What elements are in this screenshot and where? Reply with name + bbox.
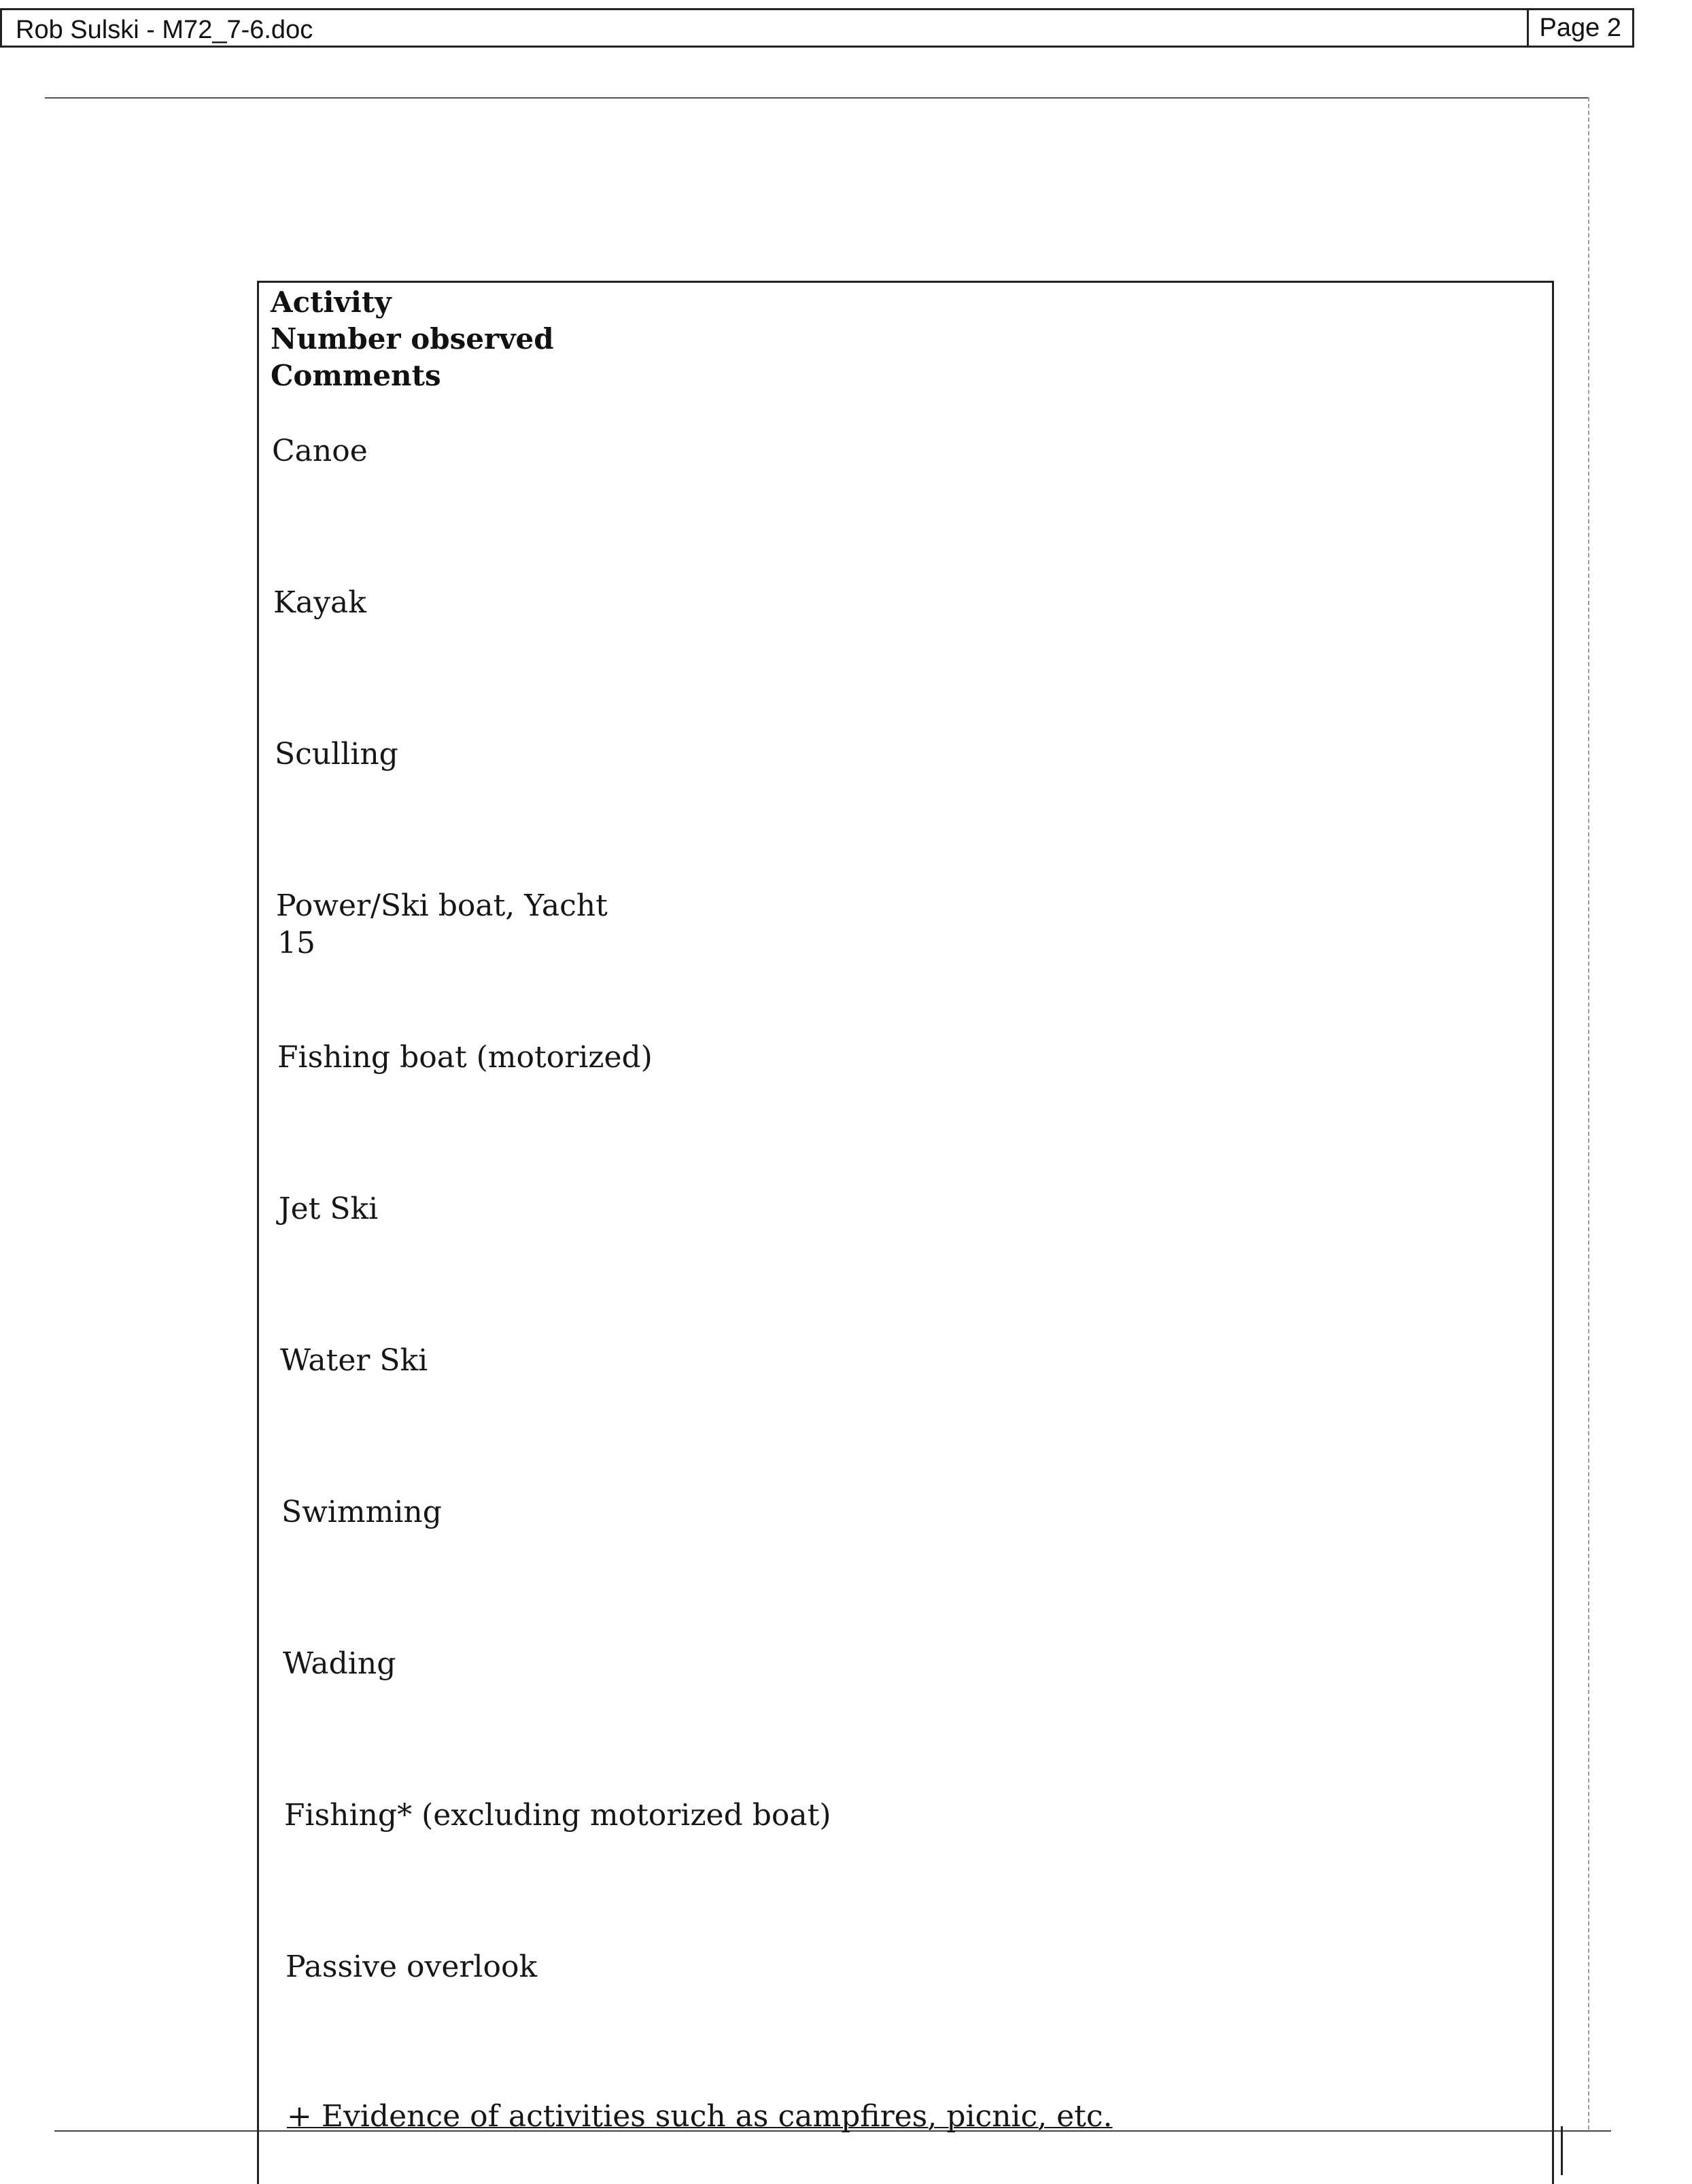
row-activity-power-ski-boat: Power/Ski boat, Yacht [276,888,608,923]
page-top-border [45,97,1589,99]
row-activity-canoe: Canoe [272,434,368,468]
page-number: Page 2 [1527,8,1634,48]
row-activity-water-ski: Water Ski [280,1343,428,1378]
row-number-power-ski-boat: 15 [277,926,315,960]
table-right-border-extension [1561,2126,1563,2175]
row-activity-swimming: Swimming [281,1495,442,1529]
row-activity-kayak: Kayak [273,585,366,620]
table-footnote: + Evidence of activities such as campfires, picnic, etc. [287,2099,1113,2134]
header-activity: Activity [271,285,392,319]
row-activity-wading: Wading [283,1646,396,1681]
header-number-observed: Number observed [271,322,554,356]
row-activity-fishing-boat: Fishing boat (motorized) [277,1040,653,1075]
activity-table [257,281,1554,2184]
document-header [0,8,1634,48]
row-activity-jet-ski: Jet Ski [279,1192,379,1226]
document-title: Rob Sulski - M72_7-6.doc [16,16,313,44]
header-comments: Comments [271,359,441,392]
row-activity-passive-overlook: Passive overlook [286,1949,538,1984]
row-activity-sculling: Sculling [275,737,398,772]
row-activity-fishing: Fishing* (excluding motorized boat) [284,1798,831,1833]
page-right-border [1588,97,1589,2130]
